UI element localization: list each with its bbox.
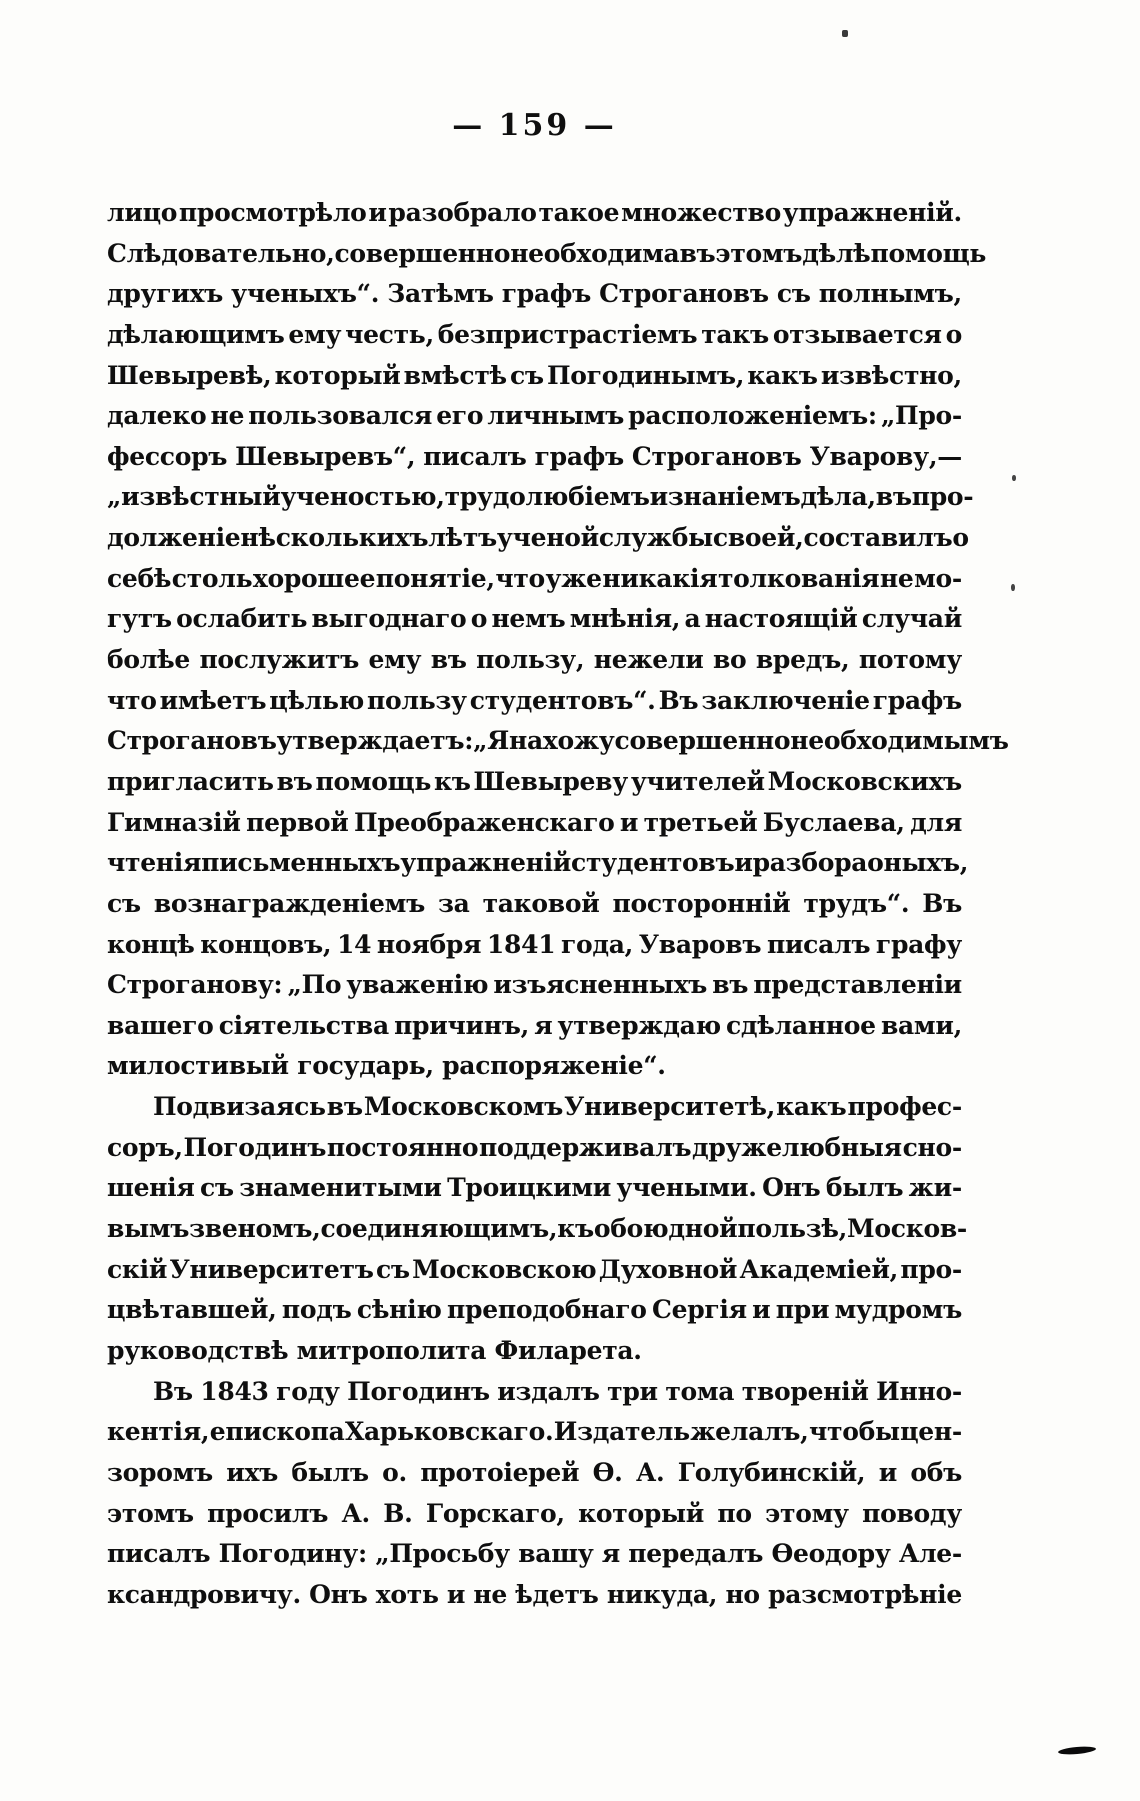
word: пользѣ, [737, 1214, 848, 1244]
word: послужитъ [199, 645, 360, 675]
word: ксандровичу. [107, 1579, 301, 1609]
word: утверждаетъ: [276, 726, 474, 756]
word: Горскаго, [425, 1498, 565, 1528]
word: студентовъ“. [469, 685, 656, 715]
word: который [578, 1498, 705, 1528]
word: Академіей, [739, 1254, 898, 1284]
word: графу [875, 929, 962, 959]
word: мнѣнія, [569, 604, 681, 634]
word: звеномъ, [189, 1214, 321, 1244]
text-line-p1-3 [107, 274, 962, 315]
word: необходима [510, 238, 680, 268]
word: упражненій [400, 848, 572, 878]
word: пригласить [107, 766, 274, 796]
word: письменныхъ [201, 848, 401, 878]
word: упражненій. [782, 198, 962, 227]
word: мудромъ [834, 1295, 962, 1325]
word: ѣдетъ [515, 1579, 599, 1609]
word: протоіерей [420, 1457, 580, 1487]
word: три [607, 1376, 658, 1406]
word: вашего [107, 1010, 214, 1040]
word: и [734, 848, 753, 878]
word: пользу [367, 685, 467, 715]
word: дружелюбныя [692, 1132, 902, 1162]
word: не [210, 401, 245, 431]
text-line-p3-4 [107, 1494, 962, 1535]
word: немъ [491, 604, 566, 634]
word: къ [433, 766, 471, 796]
word: Троицкими [447, 1173, 612, 1203]
word: дѣла, [800, 482, 876, 512]
text-block [107, 193, 1009, 1615]
word: разбора [752, 848, 868, 878]
word: цѣлью [269, 685, 365, 715]
word: нежели [593, 645, 704, 675]
text-line-p1-15 [107, 762, 962, 803]
word: подъ [281, 1295, 352, 1325]
word: который [274, 360, 401, 390]
word: графъ [501, 279, 592, 309]
word: и [368, 198, 387, 227]
word: столь [171, 563, 253, 593]
word: соединяющимъ, [320, 1214, 558, 1244]
word: толкованія [717, 563, 880, 593]
word: В. [383, 1498, 413, 1528]
word: полнымъ, [818, 279, 962, 309]
word: Але- [898, 1539, 962, 1569]
text-line-p1-4 [107, 315, 962, 356]
word: но [725, 1579, 760, 1609]
word: дѣлѣ [802, 238, 871, 268]
ink-dash-bottom [1058, 1745, 1096, 1755]
word: хоть [375, 1579, 439, 1609]
word: о [945, 319, 962, 349]
word: выгоднаго [311, 604, 467, 634]
dust-speck-top [842, 30, 848, 37]
word: Ѳ. [592, 1457, 623, 1487]
word: въ [276, 766, 313, 796]
word: а [684, 604, 701, 634]
word: А. [635, 1457, 665, 1487]
word: писалъ [423, 441, 527, 471]
word: объ [910, 1457, 962, 1487]
word: болѣе [107, 645, 190, 675]
word: въ [679, 238, 716, 268]
word: Затѣмъ [387, 279, 494, 309]
word: совершенно [614, 726, 791, 756]
word: Погодинъ [347, 1376, 490, 1406]
text-line-p2-5 [107, 1250, 962, 1291]
word: понятіе, [375, 563, 495, 593]
text-line-p1-1 [107, 193, 962, 234]
word: представленіи [753, 970, 962, 1000]
word: Москов- [847, 1214, 967, 1244]
word: утверждаю [557, 1010, 721, 1040]
word: и [878, 1457, 897, 1487]
word: Гимназій [107, 807, 241, 837]
text-line-p1-16 [107, 803, 962, 844]
word: вознагражденіемъ [153, 888, 425, 918]
text-line-p1-10 [107, 559, 962, 600]
word: безпристрастіемъ [437, 319, 698, 349]
word: Погодинымъ, [547, 360, 745, 390]
word: Строгановъ [631, 441, 802, 471]
word: необходимымъ [790, 726, 1009, 756]
word: году [276, 1376, 340, 1406]
word: пользу, [476, 645, 585, 675]
word: никуда, [606, 1579, 718, 1609]
word: чтобы [809, 1417, 900, 1447]
word: причинъ, [394, 1010, 530, 1040]
word: обоюдной [593, 1214, 738, 1244]
word: Уварову,— [809, 441, 962, 471]
word: о. [382, 1457, 407, 1487]
word: его [436, 401, 484, 431]
text-line-p3-6 [107, 1575, 962, 1616]
word: 1843 [200, 1376, 269, 1406]
word: въ [712, 970, 749, 1000]
word: Шевыревѣ, [107, 360, 272, 390]
word: таковой [482, 888, 600, 918]
word: Погодину: [218, 1539, 367, 1569]
word: ноября [376, 929, 482, 959]
word: множество [621, 198, 781, 227]
word: Въ [658, 685, 699, 715]
word: никакія [602, 563, 718, 593]
text-line-p2-6 [107, 1290, 962, 1331]
word: своей, [712, 523, 804, 553]
word: этомъ [715, 238, 803, 268]
word: уваженію [346, 970, 489, 1000]
word: помощь [870, 238, 987, 268]
word: честь, [345, 319, 434, 349]
word: Строганову: [107, 970, 283, 1000]
word: чтенія [107, 848, 202, 878]
word: личнымъ [487, 401, 624, 431]
word: изъясненныхъ [493, 970, 708, 1000]
text-line-p1-20 [107, 965, 962, 1006]
word: Строгановъ [599, 279, 769, 309]
text-line-p1-11 [107, 599, 962, 640]
word: преподобнаго [447, 1295, 647, 1325]
dust-speck-right-2 [1011, 584, 1015, 591]
word: Онъ [309, 1579, 368, 1609]
word: къ [557, 1214, 594, 1244]
word: не [473, 1579, 507, 1609]
word: ихъ [226, 1457, 279, 1487]
word: Шевыревъ“, [235, 441, 416, 471]
word: Строгановъ [107, 726, 277, 756]
text-line-p2-4 [107, 1209, 967, 1250]
word: вашу [518, 1539, 594, 1569]
word: вмѣстѣ [403, 360, 507, 390]
word: Ѳеодору [771, 1539, 891, 1569]
word: студентовъ [571, 848, 735, 878]
word: тома [665, 1376, 735, 1406]
word: шенія [107, 1173, 195, 1203]
word: извѣстно, [820, 360, 962, 390]
text-line-p1-5 [107, 356, 962, 397]
word: разсмотрѣніе [768, 1579, 962, 1609]
word: желалъ, [690, 1417, 809, 1447]
word: Шевыреву [473, 766, 628, 796]
word: графъ [534, 441, 624, 471]
word: Харьковскаго. [344, 1417, 554, 1447]
word: Въ [153, 1376, 193, 1406]
word: какъ [747, 360, 818, 390]
word: поводу [862, 1498, 962, 1528]
word: нахожу [508, 726, 615, 756]
text-line-p2-3 [107, 1168, 962, 1209]
word: о [470, 604, 488, 634]
word: съ [107, 888, 141, 918]
word: въ [430, 645, 467, 675]
text-line-p1-14 [107, 721, 1009, 762]
word: потому [858, 645, 962, 675]
word: отзывается [772, 319, 942, 349]
word: учеными. [616, 1173, 757, 1203]
text-line-p1-19 [107, 925, 962, 966]
word: и [619, 807, 639, 837]
word: концовъ, [200, 929, 332, 959]
word: вымъ [107, 1214, 190, 1244]
text-line-p1-7 [107, 437, 962, 478]
word: концѣ [107, 929, 195, 959]
word: профес- [847, 1092, 962, 1122]
word: уже [545, 563, 602, 593]
word: „Про- [880, 401, 962, 431]
word: графъ [872, 685, 962, 715]
word: 14 [337, 929, 372, 959]
word: издалъ [497, 1376, 600, 1406]
word: Въ [922, 888, 962, 918]
word: зоромъ [107, 1457, 213, 1487]
word: трудъ“. [803, 888, 910, 918]
word: вредъ, [755, 645, 850, 675]
text-line-p1-12 [107, 640, 962, 681]
word: пользовался [248, 401, 433, 431]
word: Инно- [876, 1376, 962, 1406]
word: скій [107, 1254, 168, 1284]
word: ученой [496, 523, 599, 553]
text-line-p2-2 [107, 1128, 962, 1169]
word: жи- [908, 1173, 962, 1203]
word: постоянно [326, 1132, 479, 1162]
text-line-p2-1 [107, 1087, 962, 1128]
word: „По [287, 970, 342, 1000]
text-line-p3-2 [107, 1412, 962, 1453]
word: другихъ [107, 279, 223, 309]
text-line-p1-18 [107, 884, 962, 925]
word: сно- [902, 1132, 962, 1162]
word: Московскомъ [363, 1092, 564, 1122]
word: вами, [880, 1010, 962, 1040]
word: ему [288, 319, 342, 349]
word: во [712, 645, 747, 675]
word: соръ, [107, 1132, 183, 1162]
word: сдѣланное [726, 1010, 876, 1040]
text-line-p1-8 [107, 477, 974, 518]
word: поддерживалъ [479, 1132, 692, 1162]
word: и [649, 482, 668, 512]
word: нѣсколькихъ [240, 523, 429, 553]
word: съ [199, 1173, 234, 1203]
word: Уваровъ [638, 929, 762, 959]
word: трудолюбіемъ [444, 482, 650, 512]
text-line-p1-21 [107, 1006, 962, 1047]
word: дѣлающимъ [107, 319, 285, 349]
word: помощь [315, 766, 432, 796]
text-line-p1-6 [107, 396, 962, 437]
word: писалъ [107, 1539, 211, 1569]
word: передалъ [628, 1539, 764, 1569]
text-line-p3-3 [107, 1453, 962, 1494]
text-line-p2-7: руководствѣ митрополита Филарета. [107, 1335, 642, 1365]
word: мо- [914, 563, 962, 593]
word: для [910, 807, 962, 837]
word: „извѣстный [107, 482, 281, 512]
word: Духовной [598, 1254, 738, 1284]
word: сіятельства [218, 1010, 389, 1040]
text-line-p1-9 [107, 518, 969, 559]
word: цвѣтавшей, [107, 1295, 277, 1325]
word: посторонній [612, 888, 791, 918]
word: настоящій [704, 604, 858, 634]
word: съ [510, 360, 544, 390]
word: Подвизаясь [153, 1092, 326, 1122]
word: ослабить [176, 604, 308, 634]
word: Онъ [762, 1173, 821, 1203]
word: года, [561, 929, 634, 959]
page-number-header: — 159 — [452, 108, 617, 143]
word: службы [598, 523, 713, 553]
word: Буслаева, [762, 807, 905, 837]
word: этому [765, 1498, 849, 1528]
word: ученыхъ“. [231, 279, 380, 309]
text-line-p3-1 [107, 1372, 962, 1413]
word: кентія, [107, 1417, 210, 1447]
word: писалъ [766, 929, 871, 959]
word: А. [341, 1498, 370, 1528]
word: „Просьбу [375, 1539, 510, 1569]
word: ученостью, [280, 482, 445, 512]
word: и [446, 1579, 466, 1609]
word: просилъ [207, 1498, 329, 1528]
word: за [437, 888, 470, 918]
word: лицо [107, 198, 178, 227]
word: лѣтъ [428, 523, 497, 553]
word: этомъ [107, 1498, 194, 1528]
word: себѣ [107, 563, 172, 593]
word: Слѣдовательно, [107, 238, 335, 268]
word: Университетъ [169, 1254, 374, 1284]
word: имѣетъ [159, 685, 267, 715]
word: расположеніемъ: [628, 401, 877, 431]
word: такъ [701, 319, 769, 349]
word: и [752, 1295, 771, 1325]
word: цен- [900, 1417, 962, 1447]
word: 1841 [486, 929, 556, 959]
word: первой [246, 807, 349, 837]
word: съ [375, 1254, 410, 1284]
word: знаніемъ [667, 482, 801, 512]
word: фессоръ [107, 441, 228, 471]
word: ему [368, 645, 422, 675]
word: такое [538, 198, 620, 227]
word: о [952, 523, 969, 553]
word: составилъ [803, 523, 953, 553]
word: Голубинскій, [677, 1457, 866, 1487]
text-line-p1-13 [107, 681, 962, 722]
word: епископа [209, 1417, 345, 1447]
word: далеко [107, 401, 207, 431]
word: учителей [630, 766, 765, 796]
word: въ [875, 482, 912, 512]
word: при [775, 1295, 830, 1325]
word: Издатель [553, 1417, 690, 1447]
word: „Я [473, 726, 509, 756]
word: хорошее [252, 563, 376, 593]
word: знаменитыми [239, 1173, 442, 1203]
text-line-p1-22: милостивый государь, распоряженіе“. [107, 1051, 666, 1081]
word: въ [326, 1092, 363, 1122]
word: заключеніе [701, 685, 870, 715]
word: я [534, 1010, 553, 1040]
text-line-p3-5 [107, 1534, 962, 1575]
word: про- [911, 482, 974, 512]
word: твореній [741, 1376, 869, 1406]
word: совершенно [334, 238, 511, 268]
word: случай [861, 604, 962, 634]
word: разобрало [388, 198, 537, 227]
word: третьей [643, 807, 758, 837]
word: Погодинъ [183, 1132, 327, 1162]
word: съ [776, 279, 811, 309]
word: я [601, 1539, 620, 1569]
text-line-p1-17 [107, 843, 969, 884]
word: Московскихъ [767, 766, 962, 796]
word: какъ [776, 1092, 847, 1122]
word: Преображенскаго [354, 807, 615, 837]
word: что [107, 685, 157, 715]
word: просмотрѣло [178, 198, 367, 227]
word: долженіе [107, 523, 241, 553]
word: Московскою [412, 1254, 597, 1284]
word: гутъ [107, 604, 172, 634]
word: Сергія [651, 1295, 747, 1325]
word: сѣнію [356, 1295, 442, 1325]
text-line-p1-2 [107, 234, 987, 275]
word: оныхъ, [867, 848, 969, 878]
word: Университетѣ, [564, 1092, 776, 1122]
word: не [879, 563, 914, 593]
word: что [495, 563, 545, 593]
word: по [717, 1498, 752, 1528]
word: былъ [291, 1457, 369, 1487]
word: про- [900, 1254, 962, 1284]
word: былъ [825, 1173, 904, 1203]
dust-speck-right-1 [1012, 475, 1016, 481]
